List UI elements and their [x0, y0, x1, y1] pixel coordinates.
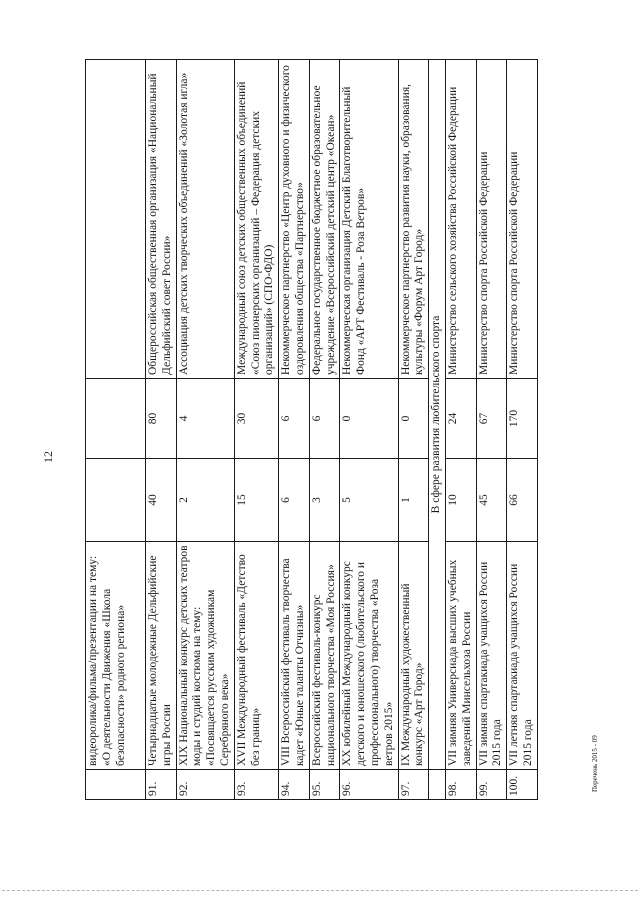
cell-b: 80	[146, 379, 177, 459]
cell-b: 24	[445, 379, 476, 459]
cell-b: 170	[507, 379, 538, 459]
cell-a: 10	[445, 459, 476, 542]
cell-a: 6	[279, 459, 310, 542]
table-row	[234, 60, 278, 800]
cell-org: Ассоциация детских творческих объединений «Золотая игла»	[176, 60, 234, 379]
cell-org: Министерство спорта Российской Федерации	[507, 60, 538, 379]
cell-no	[429, 770, 446, 800]
cell-a: 1	[398, 459, 429, 542]
competitions-table	[85, 59, 538, 800]
cell-name: Всероссийский фестиваль-конкурс национального творчества «Моя Россия»	[309, 542, 340, 770]
cell-b: 0	[398, 379, 429, 459]
cell-no: 98.	[445, 770, 476, 800]
cell-no: 91.	[146, 770, 177, 800]
cell-org: Федеральное государственное бюджетное образовательное учреждение «Всероссийский детский центр «Океан»	[309, 60, 340, 379]
section-title: В сфере развития любительского спорта	[429, 60, 446, 770]
cell-name: XVII Международный фестиваль «Детство без границ»	[234, 542, 278, 770]
cell-name: XX юбилейный Международный конкурс детского и юношеского (любительского и профессионального) творчества «Роза ветров 2015»	[340, 542, 398, 770]
cell-b	[86, 379, 146, 459]
cell-name: VII зимняя Универсиада высших учебных заведений Минсельхоза России	[445, 542, 476, 770]
scan-edge-line	[2, 890, 638, 891]
cell-a: 45	[476, 459, 507, 542]
cell-no	[86, 770, 146, 800]
cell-no: 96.	[340, 770, 398, 800]
cell-name: VII зимняя спартакиада учащихся России 2015 года	[476, 542, 507, 770]
cell-b: 30	[234, 379, 278, 459]
cell-name: XIX Национальный конкурс детских театров моды и студий костюма на тему: «Посвящается русским художникам Серебряного века»	[176, 542, 234, 770]
cell-a: 66	[507, 459, 538, 542]
cell-a: 2	[176, 459, 234, 542]
cell-org: Некоммерческое партнерство «Центр духовного и физического оздоровления общества «Партнерство»	[279, 60, 310, 379]
cell-a: 40	[146, 459, 177, 542]
cell-name: видеоролика/фильма/презентации на тему: «О деятельности Движения «Школа безопасности» родного региона»	[86, 542, 146, 770]
table-row	[398, 60, 429, 800]
section-row	[429, 60, 446, 800]
cell-org: Международный союз детских общественных объединений «Союз пионерских организаций – Федерация детских организаций» (СПО-ФДО)	[234, 60, 278, 379]
table-row	[86, 60, 146, 800]
table-row	[176, 60, 234, 800]
table-row	[507, 60, 538, 800]
cell-a: 15	[234, 459, 278, 542]
cell-no: 94.	[279, 770, 310, 800]
cell-no: 99.	[476, 770, 507, 800]
table-row	[279, 60, 310, 800]
cell-b: 6	[279, 379, 310, 459]
cell-org: Общероссийская общественная организация «Национальный Дельфийский совет России»	[146, 60, 177, 379]
cell-b: 0	[340, 379, 398, 459]
table-row	[309, 60, 340, 800]
cell-no: 97.	[398, 770, 429, 800]
cell-org: Министерство сельского хозяйства Российской Федерации	[445, 60, 476, 379]
cell-a: 5	[340, 459, 398, 542]
cell-b: 6	[309, 379, 340, 459]
cell-no: 95.	[309, 770, 340, 800]
cell-b: 4	[176, 379, 234, 459]
page-number: 12	[41, 451, 55, 463]
rotated-table-container	[85, 60, 585, 800]
cell-no: 92.	[176, 770, 234, 800]
cell-name: IX Международный художественный конкурс «Арт Город»	[398, 542, 429, 770]
cell-b: 67	[476, 379, 507, 459]
cell-name: Четырнадцатые молодежные Дельфийские игры России	[146, 542, 177, 770]
footer-text: Перечень 2015 - 09	[591, 735, 599, 792]
cell-no: 100.	[507, 770, 538, 800]
table-row	[445, 60, 476, 800]
cell-name: VIII Всероссийский фестиваль творчества кадет «Юные таланты Отчизны»	[279, 542, 310, 770]
cell-a: 3	[309, 459, 340, 542]
cell-name: VII летняя спартакиада учащихся России 2015 года	[507, 542, 538, 770]
table-row	[146, 60, 177, 800]
cell-org: Некоммерческая организация Детский Благотворительный Фонд «АРТ Фестиваль - Роза Ветров»	[340, 60, 398, 379]
cell-org: Некоммерческое партнерство развития науки, образования, культуры «Форум Арт Город»	[398, 60, 429, 379]
cell-org: Министерство спорта Российской Федерации	[476, 60, 507, 379]
cell-no: 93.	[234, 770, 278, 800]
cell-org	[86, 60, 146, 379]
table-row	[340, 60, 398, 800]
cell-a	[86, 459, 146, 542]
table-row	[476, 60, 507, 800]
